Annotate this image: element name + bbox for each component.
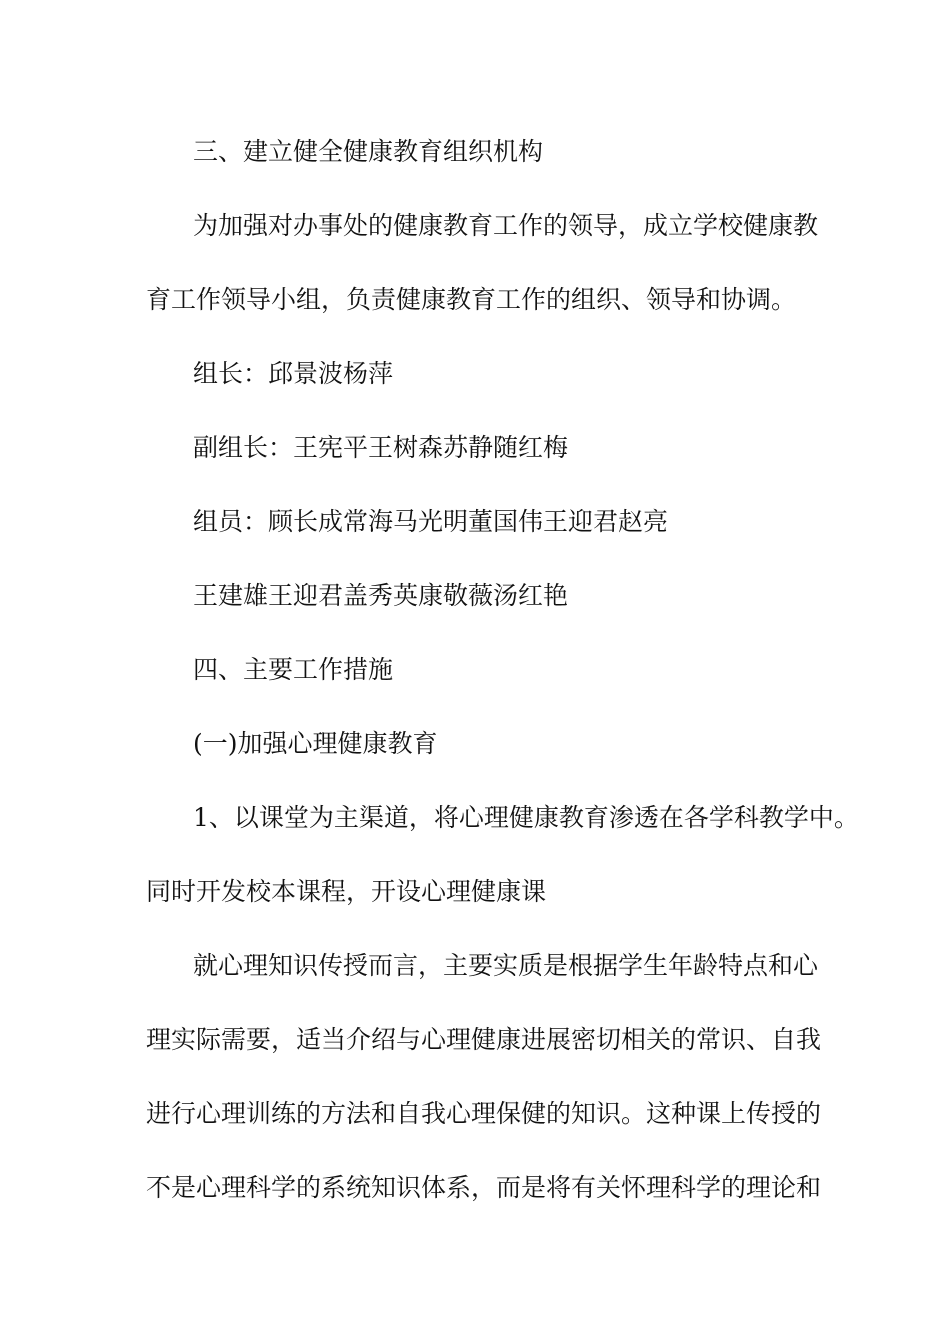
paragraph-line: 同时开发校本课程，开设心理健康课	[146, 877, 547, 906]
members-line-continued: 王建雄王迎君盖秀英康敬薇汤红艳	[193, 581, 569, 610]
subsection-heading: (一)加强心理健康教育	[193, 729, 438, 758]
paragraph-line: 进行心理训练的方法和自我心理保健的知识。这种课上传授的	[146, 1099, 822, 1128]
leader-line: 组长：邱景波杨萍	[193, 359, 394, 388]
members-line: 组员：顾长成常海马光明董国伟王迎君赵亮	[193, 507, 669, 536]
paragraph-line: 育工作领导小组，负责健康教育工作的组织、领导和协调。	[146, 285, 797, 314]
paragraph-line: 理实际需要，适当介绍与心理健康进展密切相关的常识、自我	[146, 1025, 822, 1054]
paragraph-line: 不是心理科学的系统知识体系，而是将有关怀理科学的理论和	[146, 1173, 822, 1202]
paragraph-line: 为加强对办事处的健康教育工作的领导，成立学校健康教	[193, 211, 819, 240]
paragraph-line: 1、以课堂为主渠道，将心理健康教育渗透在各学科教学中。	[193, 803, 859, 832]
section-heading-three: 三、建立健全健康教育组织机构	[193, 137, 544, 166]
section-heading-four: 四、主要工作措施	[193, 655, 394, 684]
paragraph-line: 就心理知识传授而言，主要实质是根据学生年龄特点和心	[193, 951, 819, 980]
deputy-leader-line: 副组长：王宪平王树森苏静随红梅	[193, 433, 569, 462]
